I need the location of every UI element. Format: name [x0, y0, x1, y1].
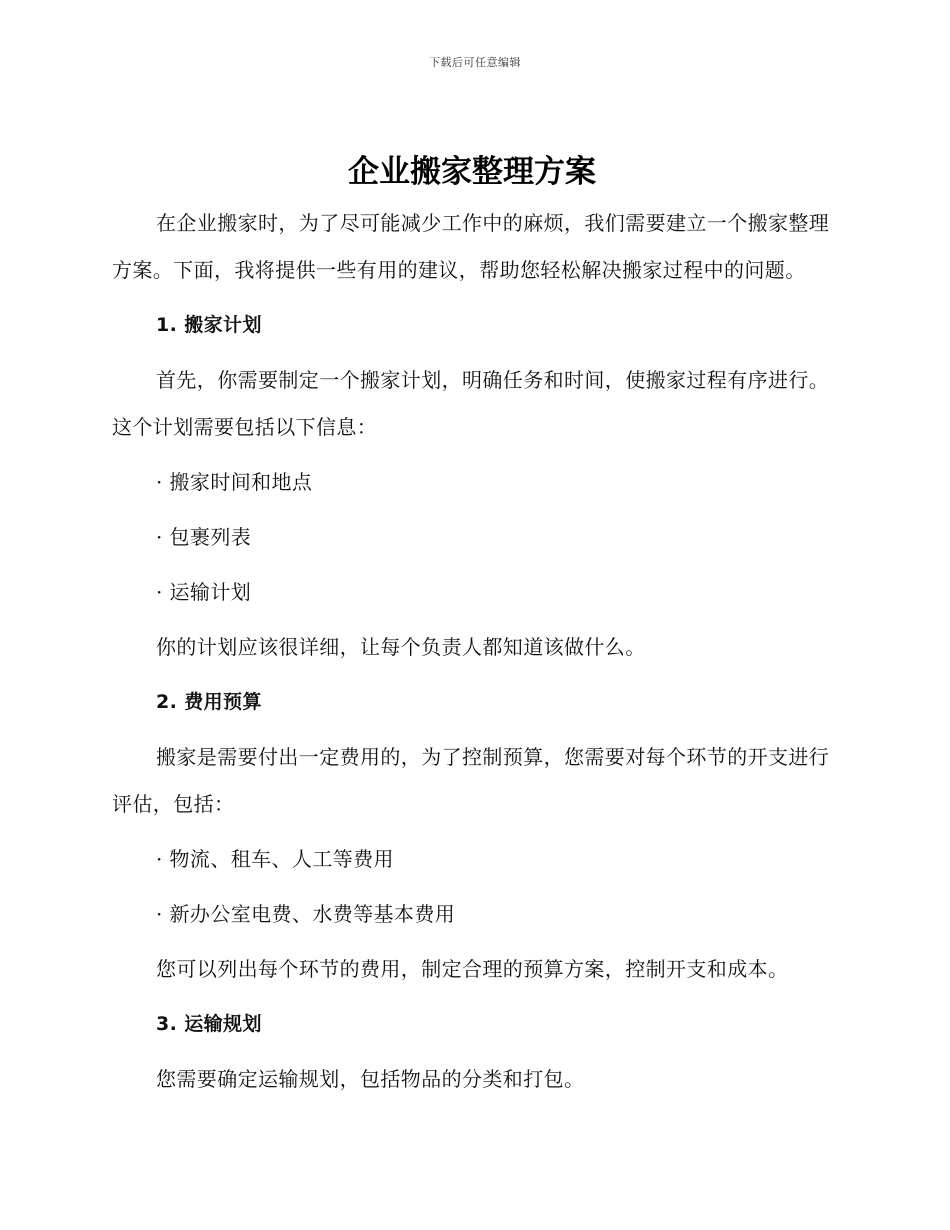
intro-paragraph: 在企业搬家时，为了尽可能减少工作中的麻烦，我们需要建立一个搬家整理方案。下面，我将提供一些有用的建议，帮助您轻松解决搬家过程中的问题。 [112, 211, 830, 282]
section-heading-plan: 1. 搬家计划 [156, 314, 262, 336]
list-item: · 搬家时间和地点 [156, 470, 313, 494]
transport-paragraph: 您需要确定运输规划，包括物品的分类和打包。 [156, 1067, 585, 1091]
list-item: · 运输计划 [156, 580, 252, 604]
document-body [112, 150, 832, 1103]
section-heading-budget: 2. 费用预算 [156, 691, 262, 713]
header-note: 下载后可任意编辑 [429, 56, 521, 69]
budget-paragraph: 搬家是需要付出一定费用的，为了控制预算，您需要对每个环节的开支进行评估，包括： [112, 745, 830, 816]
list-item: · 包裹列表 [156, 525, 252, 549]
plan-paragraph: 首先，你需要制定一个搬家计划，明确任务和时间，使搬家过程有序进行。这个计划需要包括以下信息： [112, 368, 830, 439]
list-item: · 物流、租车、人工等费用 [156, 847, 394, 871]
plan-summary-paragraph: 你的计划应该很详细，让每个负责人都知道该做什么。 [156, 635, 646, 659]
document-title: 企业搬家整理方案 [348, 154, 596, 190]
budget-summary-paragraph: 您可以列出每个环节的费用，制定合理的预算方案，控制开支和成本。 [156, 957, 789, 981]
section-heading-transport: 3. 运输规划 [156, 1013, 262, 1035]
list-item: · 新办公室电费、水费等基本费用 [156, 902, 456, 926]
